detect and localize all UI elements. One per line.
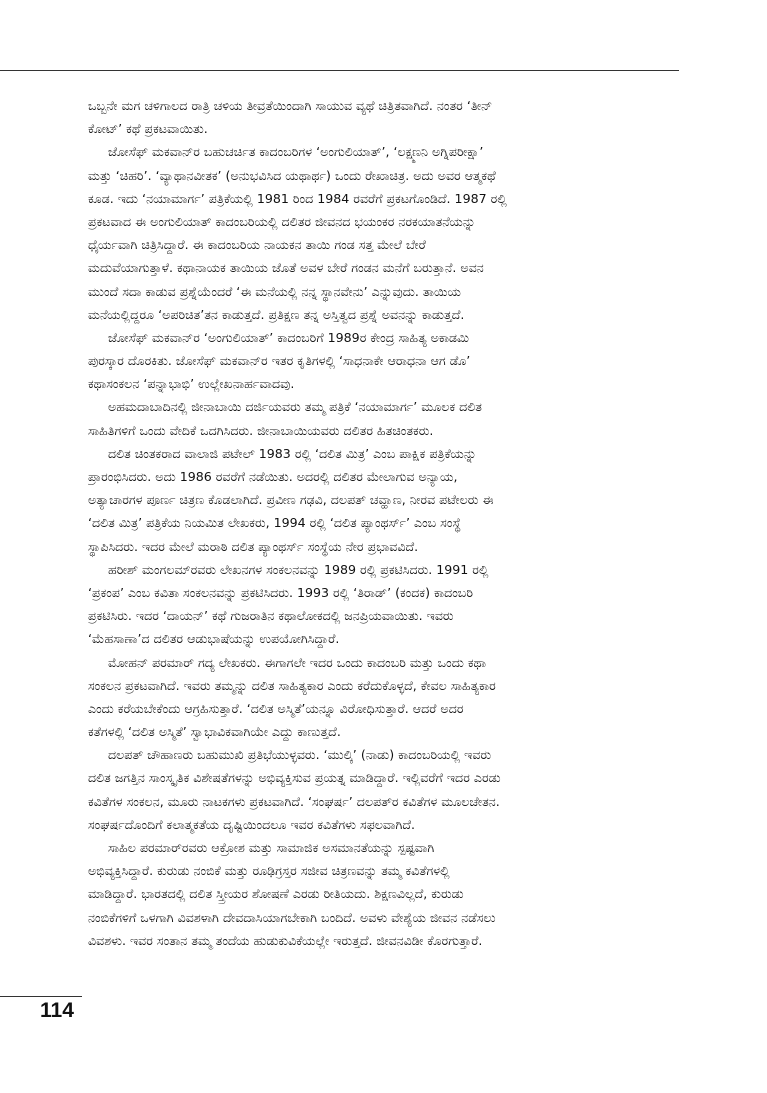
text-line: ನಂಬಿಕೆಗಳಿಗೆ ಒಳಗಾಗಿ ವಿವಶಳಾಗಿ ದೇವದಾಸಿಯಾಗಬೇಕಾಗಿ ಬಂದಿದೆ. ಅವಳು ವೇಶ್ಯೆಯ ಜೀವನ ನಡೆಸಲು [88, 909, 496, 925]
text-line: ಕೋಟ್’ ಕಥೆ ಪ್ರಕಟವಾಯಿತು. [88, 121, 208, 137]
text-line: ಅಹಮದಾಬಾದಿನಲ್ಲಿ ಜೀನಾಬಾಯಿ ದರ್ಜಿಯವರು ತಮ್ಮ ಪತ್ರಿಕೆ ‘ನಯಾಮಾರ್ಗ’ ಮೂಲಕ ದಲಿತ [108, 399, 482, 415]
text-line: ದಲಿತ ಜಗತ್ತಿನ ಸಾಂಸ್ಕೃತಿಕ ವಿಶೇಷತೆಗಳನ್ನು ಅಭಿವ್ಯಕ್ತಿಸುವ ಪ್ರಯತ್ನ ಮಾಡಿದ್ದಾರೆ. ಇಲ್ಲಿವರೆಗೆ ಇದರ ಎರಡು [88, 770, 501, 786]
text-line: ಕವಿತೆಗಳ ಸಂಕಲನ, ಮೂರು ನಾಟಕಗಳು ಪ್ರಕಟವಾಗಿದೆ. ‘ಸಂಘರ್ಷ’ ದಲಪತ್‌ರ ಕವಿತೆಗಳ ಮೂಲಚೇತನ. [88, 793, 500, 809]
text-line: ಹರೀಶ್ ಮಂಗಲಮ್‌ರವರು ಲೇಖನಗಳ ಸಂಕಲನವನ್ನು 1989 ರಲ್ಲಿ ಪ್ರಕಟಿಸಿದರು. 1991 ರಲ್ಲಿ [108, 561, 489, 577]
text-line: ಮನೆಯಲ್ಲಿದ್ದರೂ ‘ಅಪರಿಚಿತ’ತನ ಕಾಡುತ್ತದೆ. ಪ್ರತಿಕ್ಷಣ ತನ್ನ ಅಸ್ತಿತ್ವದ ಪ್ರಶ್ನೆ ಅವನನ್ನು ಕಾಡುತ್ತದೆ. [88, 306, 465, 322]
text-line: ಧೈರ್ಯವಾಗಿ ಚಿತ್ರಿಸಿದ್ದಾರೆ. ಈ ಕಾದಂಬರಿಯ ನಾಯಕನ ತಾಯಿ ಗಂಡ ಸತ್ತ ಮೇಲೆ ಬೇರೆ [88, 237, 426, 253]
top-divider [0, 70, 679, 71]
text-line: ‘ಮೆಹಸಾಣಾ’ದ ದಲಿತರ ಆಡುಭಾಷೆಯನ್ನು ಉಪಯೋಗಿಸಿದ್ದಾರೆ. [88, 631, 340, 647]
text-line: ಸಾಹಿಲ ಪರಮಾರ್‌ರವರು ಆಕ್ರೋಶ ಮತ್ತು ಸಾಮಾಜಿಕ ಅಸಮಾನತೆಯನ್ನು ಸ್ಪಷ್ಟವಾಗಿ [108, 840, 435, 855]
text-line: ‘ಪ್ರಕಂಪ’ ಎಂಬ ಕವಿತಾ ಸಂಕಲನವನ್ನು ಪ್ರಕಟಿಸಿದರು. 1993 ರಲ್ಲಿ ‘ತಿರಾಡ್’ (ಕಂದಕ) ಕಾದಂಬರಿ [88, 584, 473, 600]
text-line: ಮಾಡಿದ್ದಾರೆ. ಭಾರತದಲ್ಲಿ ದಲಿತ ಸ್ತ್ರೀಯರ ಶೋಷಣೆ ಎರಡು ರೀತಿಯದು. ಶಿಕ್ಷಣವಿಲ್ಲದೆ, ಕುರುಡು [88, 886, 464, 902]
text-line: ಪ್ರಾರಂಭಿಸಿದರು. ಅದು 1986 ರವರೆಗೆ ನಡೆಯಿತು. ಅದರಲ್ಲಿ ದಲಿತರ ಮೇಲಾಗುವ ಅನ್ಯಾಯ, [88, 469, 458, 484]
text-line: ಜೋಸೆಫ್ ಮಕವಾನ್‌ರ ಬಹುಚರ್ಚಿತ ಕಾದಂಬರಿಗಳ ‘ಅಂಗುಲಿಯಾತ್’, ‘ಲಕ್ಷ್ಮಣನಿ ಅಗ್ನಿಪರೀಕ್ಷಾ’ [108, 144, 484, 160]
text-line: ಪ್ರಕಟವಾದ ಈ ಅಂಗುಲಿಯಾತ್ ಕಾದಂಬರಿಯಲ್ಲಿ ದಲಿತರ ಜೀವನದ ಭಯಂಕರ ನರಕಯಾತನೆಯನ್ನು [88, 213, 476, 229]
text-line: ಸಂಘರ್ಷದೊಂದಿಗೆ ಕಲಾತ್ಮಕತೆಯ ದೃಷ್ಟಿಯಿಂದಲೂ ಇವರ ಕವಿತೆಗಳು ಸಫಲವಾಗಿದೆ. [88, 816, 415, 832]
page-number: 114 [40, 999, 74, 1022]
page-number-rule [0, 996, 82, 997]
text-line: ದಲಪತ್ ಚೌಹಾಣರು ಬಹುಮುಖಿ ಪ್ರತಿಭೆಯುಳ್ಳವರು. ‘ಮುಲ್ಕಿ’ (ನಾಡು) ಕಾದಂಬರಿಯಲ್ಲಿ ಇವರು [108, 747, 492, 763]
text-line: ಸಾಹಿತಿಗಳಿಗೆ ಒಂದು ವೇದಿಕೆ ಒದಗಿಸಿದರು. ಜೀನಾಬಾಯಿಯವರು ದಲಿತರ ಹಿತಚಿಂತಕರು. [88, 422, 434, 438]
text-line: ಪುರಸ್ಕಾರ ದೊರಕಿತು. ಜೋಸೆಫ್ ಮಕವಾನ್‌ರ ಇತರ ಕೃತಿಗಳಲ್ಲಿ ‘ಸಾಧನಾಕೇ ಆರಾಧನಾ ಆಗ ಡೊ’ [88, 353, 471, 369]
text-line: ಮುಂದೆ ಸದಾ ಕಾಡುವ ಪ್ರಶ್ನೆಯೆಂದರೆ ‘ಈ ಮನೆಯಲ್ಲಿ ನನ್ನ ಸ್ಥಾನವೇನು’ ಎನ್ನುವುದು. ತಾಯಿಯ [88, 283, 462, 299]
text-line: ಕೂಡ. ಇದು ‘ನಯಾಮಾರ್ಗ’ ಪತ್ರಿಕೆಯಲ್ಲಿ 1981 ರಿಂದ 1984 ರವರೆಗೆ ಪ್ರಕಟಗೊಂಡಿದೆ. 1987 ರಲ್ಲಿ [88, 190, 507, 206]
text-line: ಪ್ರಕಟಿಸಿರು. ಇದರ ‘ದಾಯನ್’ ಕಥೆ ಗುಜರಾತಿನ ಕಥಾಲೋಕದಲ್ಲಿ ಜನಪ್ರಿಯವಾಯಿತು. ಇವರು [88, 608, 454, 624]
text-line: ಅತ್ಯಾಚಾರಗಳ ಪೂರ್ಣ ಚಿತ್ರಣ ಕೊಡಲಾಗಿದೆ. ಪ್ರವೀಣ ಗಢವಿ, ದಲಪತ್ ಚವ್ಹಾಣ, ನೀರವ ಪಟೇಲರು ಈ [88, 492, 494, 508]
text-line: ಅಭಿವ್ಯಕ್ತಿಸಿದ್ದಾರೆ. ಕುರುಡು ನಂಬಿಕೆ ಮತ್ತು ರೂಢಿಗ್ರಸ್ತರ ಸಜೀವ ಚಿತ್ರಣವನ್ನು ತಮ್ಮ ಕವಿತೆಗಳಲ್ಲಿ [88, 863, 450, 879]
text-line: ‘ದಲಿತ ಮಿತ್ರ’ ಪತ್ರಿಕೆಯ ನಿಯಮಿತ ಲೇಖಕರು, 1994 ರಲ್ಲಿ ‘ದಲಿತ ಪ್ಯಾಂಥರ್ಸ್’ ಎಂಬ ಸಂಸ್ಥೆ [88, 515, 461, 531]
text-line: ವಿವಶಳು. ಇವರ ಸಂತಾನ ತಮ್ಮ ತಂದೆಯ ಹುಡುಕುವಿಕೆಯಲ್ಲೇ ಇರುತ್ತದೆ. ಜೀವನವಿಡೀ ಕೊರಗುತ್ತಾರೆ. [88, 932, 483, 948]
body-text [88, 94, 674, 952]
text-line: ಮೋಹನ್ ಪರಮಾರ್ ಗದ್ಯ ಲೇಖಕರು. ಈಗಾಗಲೇ ಇದರ ಒಂದು ಕಾದಂಬರಿ ಮತ್ತು ಒಂದು ಕಥಾ [108, 654, 487, 670]
text-line: ಮದುವೆಯಾಗುತ್ತಾಳೆ. ಕಥಾನಾಯಕ ತಾಯಿಯ ಜೊತೆ ಅವಳ ಬೇರೆ ಗಂಡನ ಮನೆಗೆ ಬರುತ್ತಾನೆ. ಅವನ [88, 260, 484, 276]
text-line: ಮತ್ತು ‘ಚಿಹರಿ’. ‘ವ್ಯಾಥಾನವೀತಕ’ (ಅನುಭವಿಸಿದ ಯಥಾರ್ಥ) ಒಂದು ರೇಖಾಚಿತ್ರ. ಅದು ಅವರ ಆತ್ಮಕಥೆ [88, 167, 496, 183]
text-line: ಕಥಾಸಂಕಲನ ‘ಪನ್ನಾಭಾಭಿ’ ಉಲ್ಲೇಖನಾರ್ಹವಾದವು. [88, 376, 295, 392]
text-line: ಸ್ಥಾಪಿಸಿದರು. ಇದರ ಮೇಲೆ ಮರಾಠಿ ದಲಿತ ಪ್ಯಾಂಥರ್ಸ್ ಸಂಸ್ಥೆಯ ನೇರ ಪ್ರಭಾವವಿದೆ. [88, 538, 419, 554]
text-line: ಸಂಕಲನ ಪ್ರಕಟವಾಗಿದೆ. ಇವರು ತಮ್ಮನ್ನು ದಲಿತ ಸಾಹಿತ್ಯಕಾರ ಎಂದು ಕರೆದುಕೊಳ್ಳದೆ, ಕೇವಲ ಸಾಹಿತ್ಯಕಾರ [88, 677, 496, 693]
text-line: ಎಂದು ಕರೆಯಬೇಕೆಂದು ಆಗ್ರಹಿಸುತ್ತಾರೆ. ‘ದಲಿತ ಅಸ್ಮಿತೆ’ಯನ್ನೂ ವಿರೋಧಿಸುತ್ತಾರೆ. ಆದರೆ ಅದರ [88, 700, 464, 716]
text-line: ಜೋಸೆಫ್ ಮಕವಾನ್‌ರ ‘ಅಂಗುಲಿಯಾತ್’ ಕಾದಂಬರಿಗೆ 1989ರ ಕೇಂದ್ರ ಸಾಹಿತ್ಯ ಅಕಾಡಮಿ [108, 329, 470, 345]
text-line: ಕತೆಗಳಲ್ಲಿ ‘ದಲಿತ ಅಸ್ಮಿತೆ’ ಸ್ವಾಭಾವಿಕವಾಗಿಯೇ ಎದ್ದು ಕಾಣುತ್ತದೆ. [88, 724, 341, 740]
text-line: ಒಬ್ಬನೇ ಮಗ ಚಳಿಗಾಲದ ರಾತ್ರಿ ಚಳಿಯ ತೀವ್ರತೆಯಿಂದಾಗಿ ಸಾಯುವ ವ್ಯಥೆ ಚಿತ್ರಿತವಾಗಿದೆ. ನಂತರ ‘ತೀನ್ [88, 98, 493, 113]
text-line: ದಲಿತ ಚಿಂತಕರಾದ ವಾಲಾಜಿ ಪಟೇಲ್ 1983 ರಲ್ಲಿ ‘ದಲಿತ ಮಿತ್ರ’ ಎಂಬ ಪಾಕ್ಷಿಕ ಪತ್ರಿಕೆಯನ್ನು [108, 445, 477, 461]
